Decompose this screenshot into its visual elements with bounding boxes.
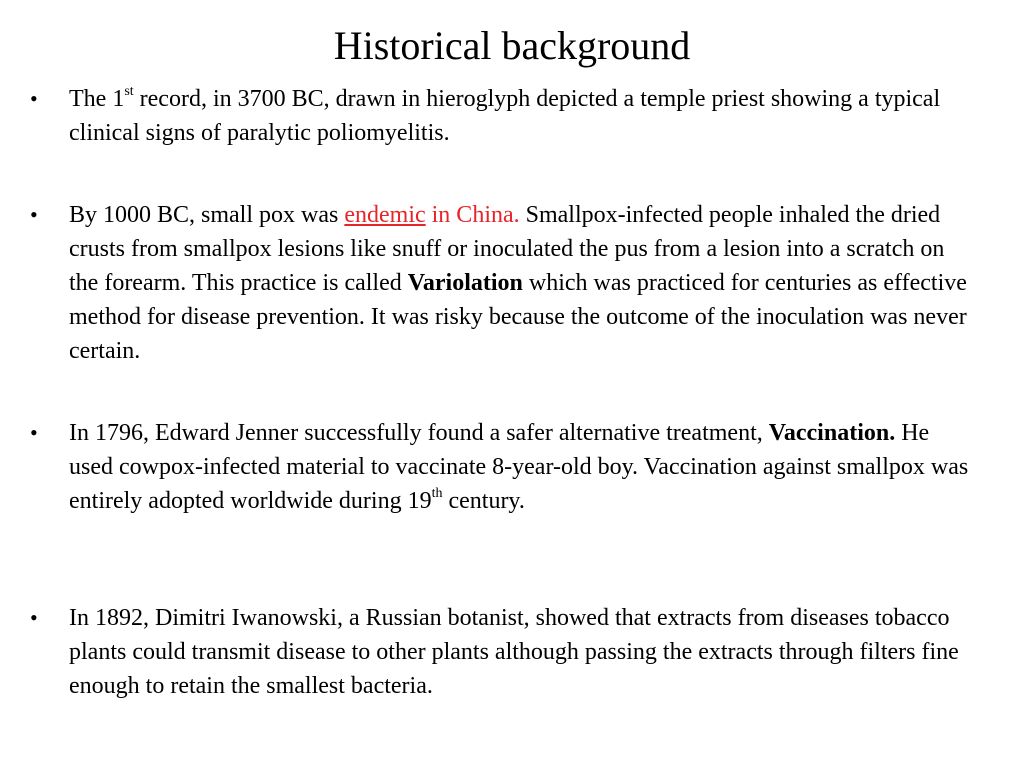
bullet-dot-icon: • (30, 86, 38, 111)
bold-term: Vaccination. (768, 420, 896, 446)
text-run: Smallpox-infected people inhaled the dried crusts from smallpox lesions like snuff or inoculated the pus from a lesion into a scratch on the forearm. This practice is called (69, 202, 945, 296)
text-run: By 1000 BC, small pox was (69, 202, 345, 228)
text-run: In 1892, Dimitri Iwanowski, a Russian botanist, showed that extracts from diseases tobacco plants could transmit disease to other plants although passing the extracts through filters fine enough to retain the smallest bacteria. (69, 605, 959, 699)
superscript: th (431, 486, 443, 501)
bullet-text (69, 198, 974, 368)
highlighted-text: in China. (425, 202, 520, 228)
text-run: In 1796, Edward Jenner successfully found a safer alternative treatment, (69, 420, 769, 446)
text-run: century. (442, 488, 525, 514)
bullet-text (69, 601, 974, 703)
bullet-dot-icon: • (30, 202, 38, 227)
bold-term: Variolation (407, 270, 523, 296)
text-run: The 1 (69, 86, 125, 112)
endemic-link[interactable]: endemic (344, 202, 426, 228)
text-run: record, in 3700 BC, drawn in hieroglyph depicted a temple priest showing a typical clinical signs of paralytic poliomyelitis. (69, 86, 941, 146)
text-run: He used cowpox-infected material to vaccinate 8-year-old boy. Vaccination against smallpox was entirely adopted worldwide during 19 (69, 420, 969, 514)
bullet-dot-icon: • (30, 605, 38, 630)
slide-title: Historical background (333, 23, 691, 68)
bullet-dot-icon: • (30, 420, 38, 445)
bullet-text (69, 82, 974, 150)
bullet-text (69, 416, 974, 518)
superscript: st (124, 84, 134, 99)
text-run: which was practiced for centuries as effective method for disease prevention. It was risky because the outcome of the inoculation was never certain. (69, 270, 967, 364)
